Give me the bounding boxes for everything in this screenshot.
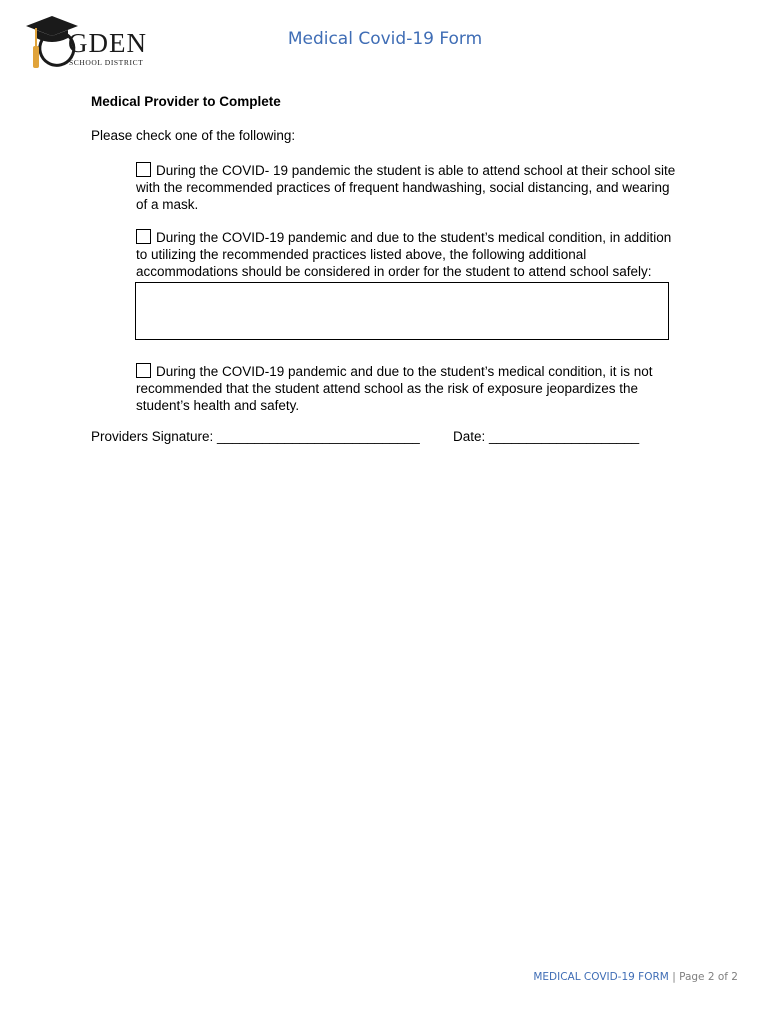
footer-separator: | (672, 971, 676, 983)
page-footer (533, 971, 738, 983)
form-title-text: Medical Covid-19 Form (287, 29, 483, 49)
option-1-text: During the COVID- 19 pandemic the student is able to attend school at their school site with the recommended practices of frequent handwashing, social distancing, and wearing of a mask. (136, 163, 676, 212)
option-not-recommended (136, 363, 676, 414)
footer-form-name: MEDICAL COVID-19 FORM (533, 971, 669, 983)
logo-wordmark: GDEN (68, 28, 147, 58)
option-able-to-attend (136, 162, 676, 213)
instruction-text: Please check one of the following: (91, 128, 296, 143)
logo-subtitle: SCHOOL DISTRICT (69, 58, 144, 67)
option-3-checkbox[interactable] (136, 363, 151, 378)
section-heading: Medical Provider to Complete (91, 94, 281, 109)
option-3-text: During the COVID-19 pandemic and due to the student’s medical condition, it is not recommended that the student attend school as the risk of exposure jeopardizes the student’s health and safety. (136, 364, 653, 413)
option-1-checkbox[interactable] (136, 162, 151, 177)
option-2-checkbox[interactable] (136, 229, 151, 244)
signature-line[interactable]: Providers Signature: ___________________________ (91, 429, 420, 444)
date-line[interactable]: Date: ____________________ (453, 429, 640, 444)
option-2-text: During the COVID-19 pandemic and due to the student’s medical condition, in addition to utilizing the recommended practices listed above, the following additional accommodations should be considered in order for the student to attend school safely: (136, 230, 672, 279)
option-accommodations (136, 229, 676, 280)
accommodations-text-box[interactable] (135, 282, 669, 340)
footer-page-number: Page 2 of 2 (679, 971, 738, 983)
form-title (0, 29, 770, 49)
